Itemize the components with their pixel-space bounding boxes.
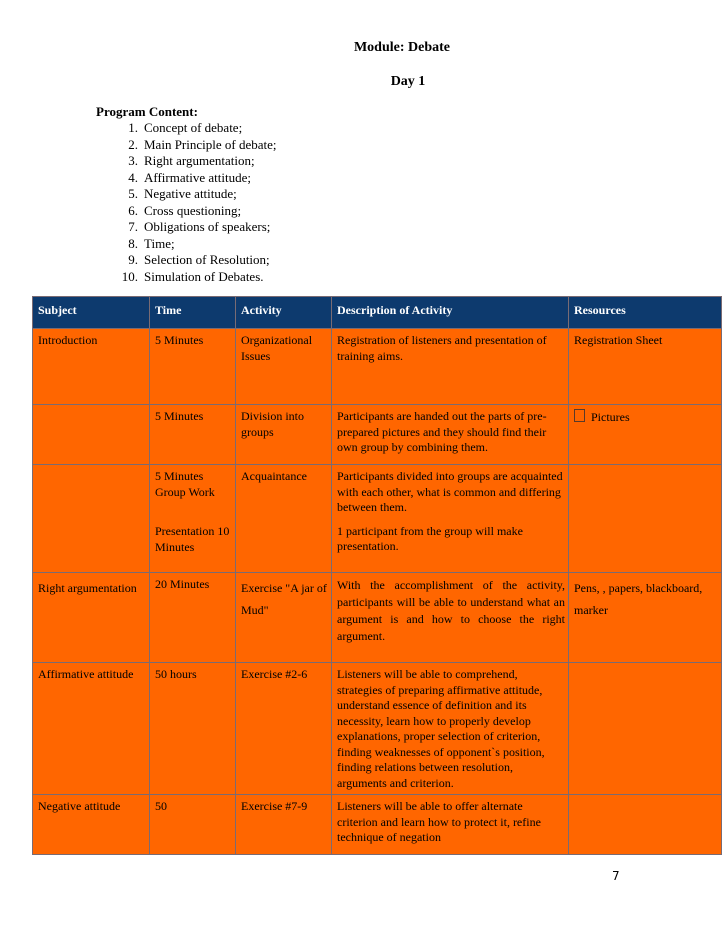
table-row: [33, 573, 722, 663]
column-header-subject: Subject: [33, 297, 150, 329]
activity-table: [32, 296, 722, 855]
list-item: 3. Right argumentation;: [128, 153, 255, 168]
subject-cell: [33, 465, 150, 573]
table-row: [33, 465, 722, 573]
time-cell: [150, 465, 236, 573]
column-header-resources: Resources: [569, 297, 722, 329]
activity-cell: Acquaintance: [236, 465, 332, 573]
description-extra: 1 participant from the group will make presentation.: [337, 523, 523, 553]
time-cell: 5 Minutes: [150, 405, 236, 465]
resources-cell: [569, 663, 722, 795]
table-row: [33, 795, 722, 855]
table-row: [33, 663, 722, 795]
subject-cell: Affirmative attitude: [33, 663, 150, 795]
resources-cell: [569, 795, 722, 855]
description-cell: Listeners will be able to offer alternate criterion and learn how to protect it, refine technique of negation: [332, 795, 569, 855]
list-item: 4. Affirmative attitude;: [128, 169, 251, 185]
subject-cell: Right argumentation: [33, 573, 150, 663]
time-presentation: Presentation 10 Minutes: [155, 524, 230, 554]
time-cell: 20 Minutes: [150, 573, 236, 663]
resources-cell: Pictures: [569, 405, 722, 465]
module-title: Module: Debate: [353, 40, 451, 55]
list-item: 9. Selection of Resolution;: [128, 252, 270, 267]
resources-cell: Registration Sheet: [569, 329, 722, 405]
description-main: Participants divided into groups are acquainted with each other, what is common and differing between them.: [337, 469, 563, 514]
description-cell: With the accomplishment of the activity, participants will be able to understand what an argument is and how to choose the right argument.: [332, 573, 569, 663]
list-item: 2. Main Principle of debate;: [128, 136, 277, 152]
page-number: 7: [612, 869, 620, 883]
description-cell: Registration of listeners and presentation of training aims.: [332, 329, 569, 405]
column-header-activity: Activity: [236, 297, 332, 329]
activity-cell: Exercise #7-9: [236, 795, 332, 855]
day-title: Day 1: [390, 74, 426, 89]
subject-cell: [33, 405, 150, 465]
list-item: 1. Concept of debate;: [128, 120, 243, 135]
list-item: 10. Simulation of Debates.: [121, 268, 264, 284]
time-cell: 5 Minutes: [150, 329, 236, 405]
description-cell: [332, 465, 569, 573]
table-row: [33, 329, 722, 405]
time-cell: 50: [150, 795, 236, 855]
list-item: 6. Cross questioning;: [128, 202, 242, 218]
column-header-time: Time: [150, 297, 236, 329]
subject-cell: Negative attitude: [33, 795, 150, 855]
description-cell: Participants are handed out the parts of pre-prepared pictures and they should find their own group by combining them.: [332, 405, 569, 465]
table-header-row: [33, 297, 722, 329]
time-cell: 50 hours: [150, 663, 236, 795]
resources-cell: [569, 465, 722, 573]
list-item: 7. Obligations of speakers;: [128, 219, 271, 234]
program-content-list: [118, 120, 277, 285]
table-row: [33, 405, 722, 465]
activity-cell: Exercise #2-6: [236, 663, 332, 795]
activity-cell: Division into groups: [236, 405, 332, 465]
column-header-description: Description of Activity: [332, 297, 569, 329]
program-content-heading: Program Content:: [96, 104, 198, 119]
description-cell: Listeners will be able to comprehend, strategies of preparing affirmative attitude, understand essence of definition and its necessity, learn how to properly develop explanations, proper selection of criterion, finding weaknesses of opponent`s position, finding relations between resolution, arguments and criterion.: [332, 663, 569, 795]
subject-cell: Introduction: [33, 329, 150, 405]
time-group-work: 5 Minutes Group Work: [155, 469, 215, 499]
activity-cell: Exercise "A jar of Mud": [236, 573, 332, 663]
activity-cell: Organizational Issues: [236, 329, 332, 405]
list-item: 8. Time;: [128, 235, 175, 251]
checkbox-icon: [574, 409, 585, 422]
list-item: 5. Negative attitude;: [128, 186, 237, 201]
resources-cell: Pens, , papers, blackboard, marker: [569, 573, 722, 663]
